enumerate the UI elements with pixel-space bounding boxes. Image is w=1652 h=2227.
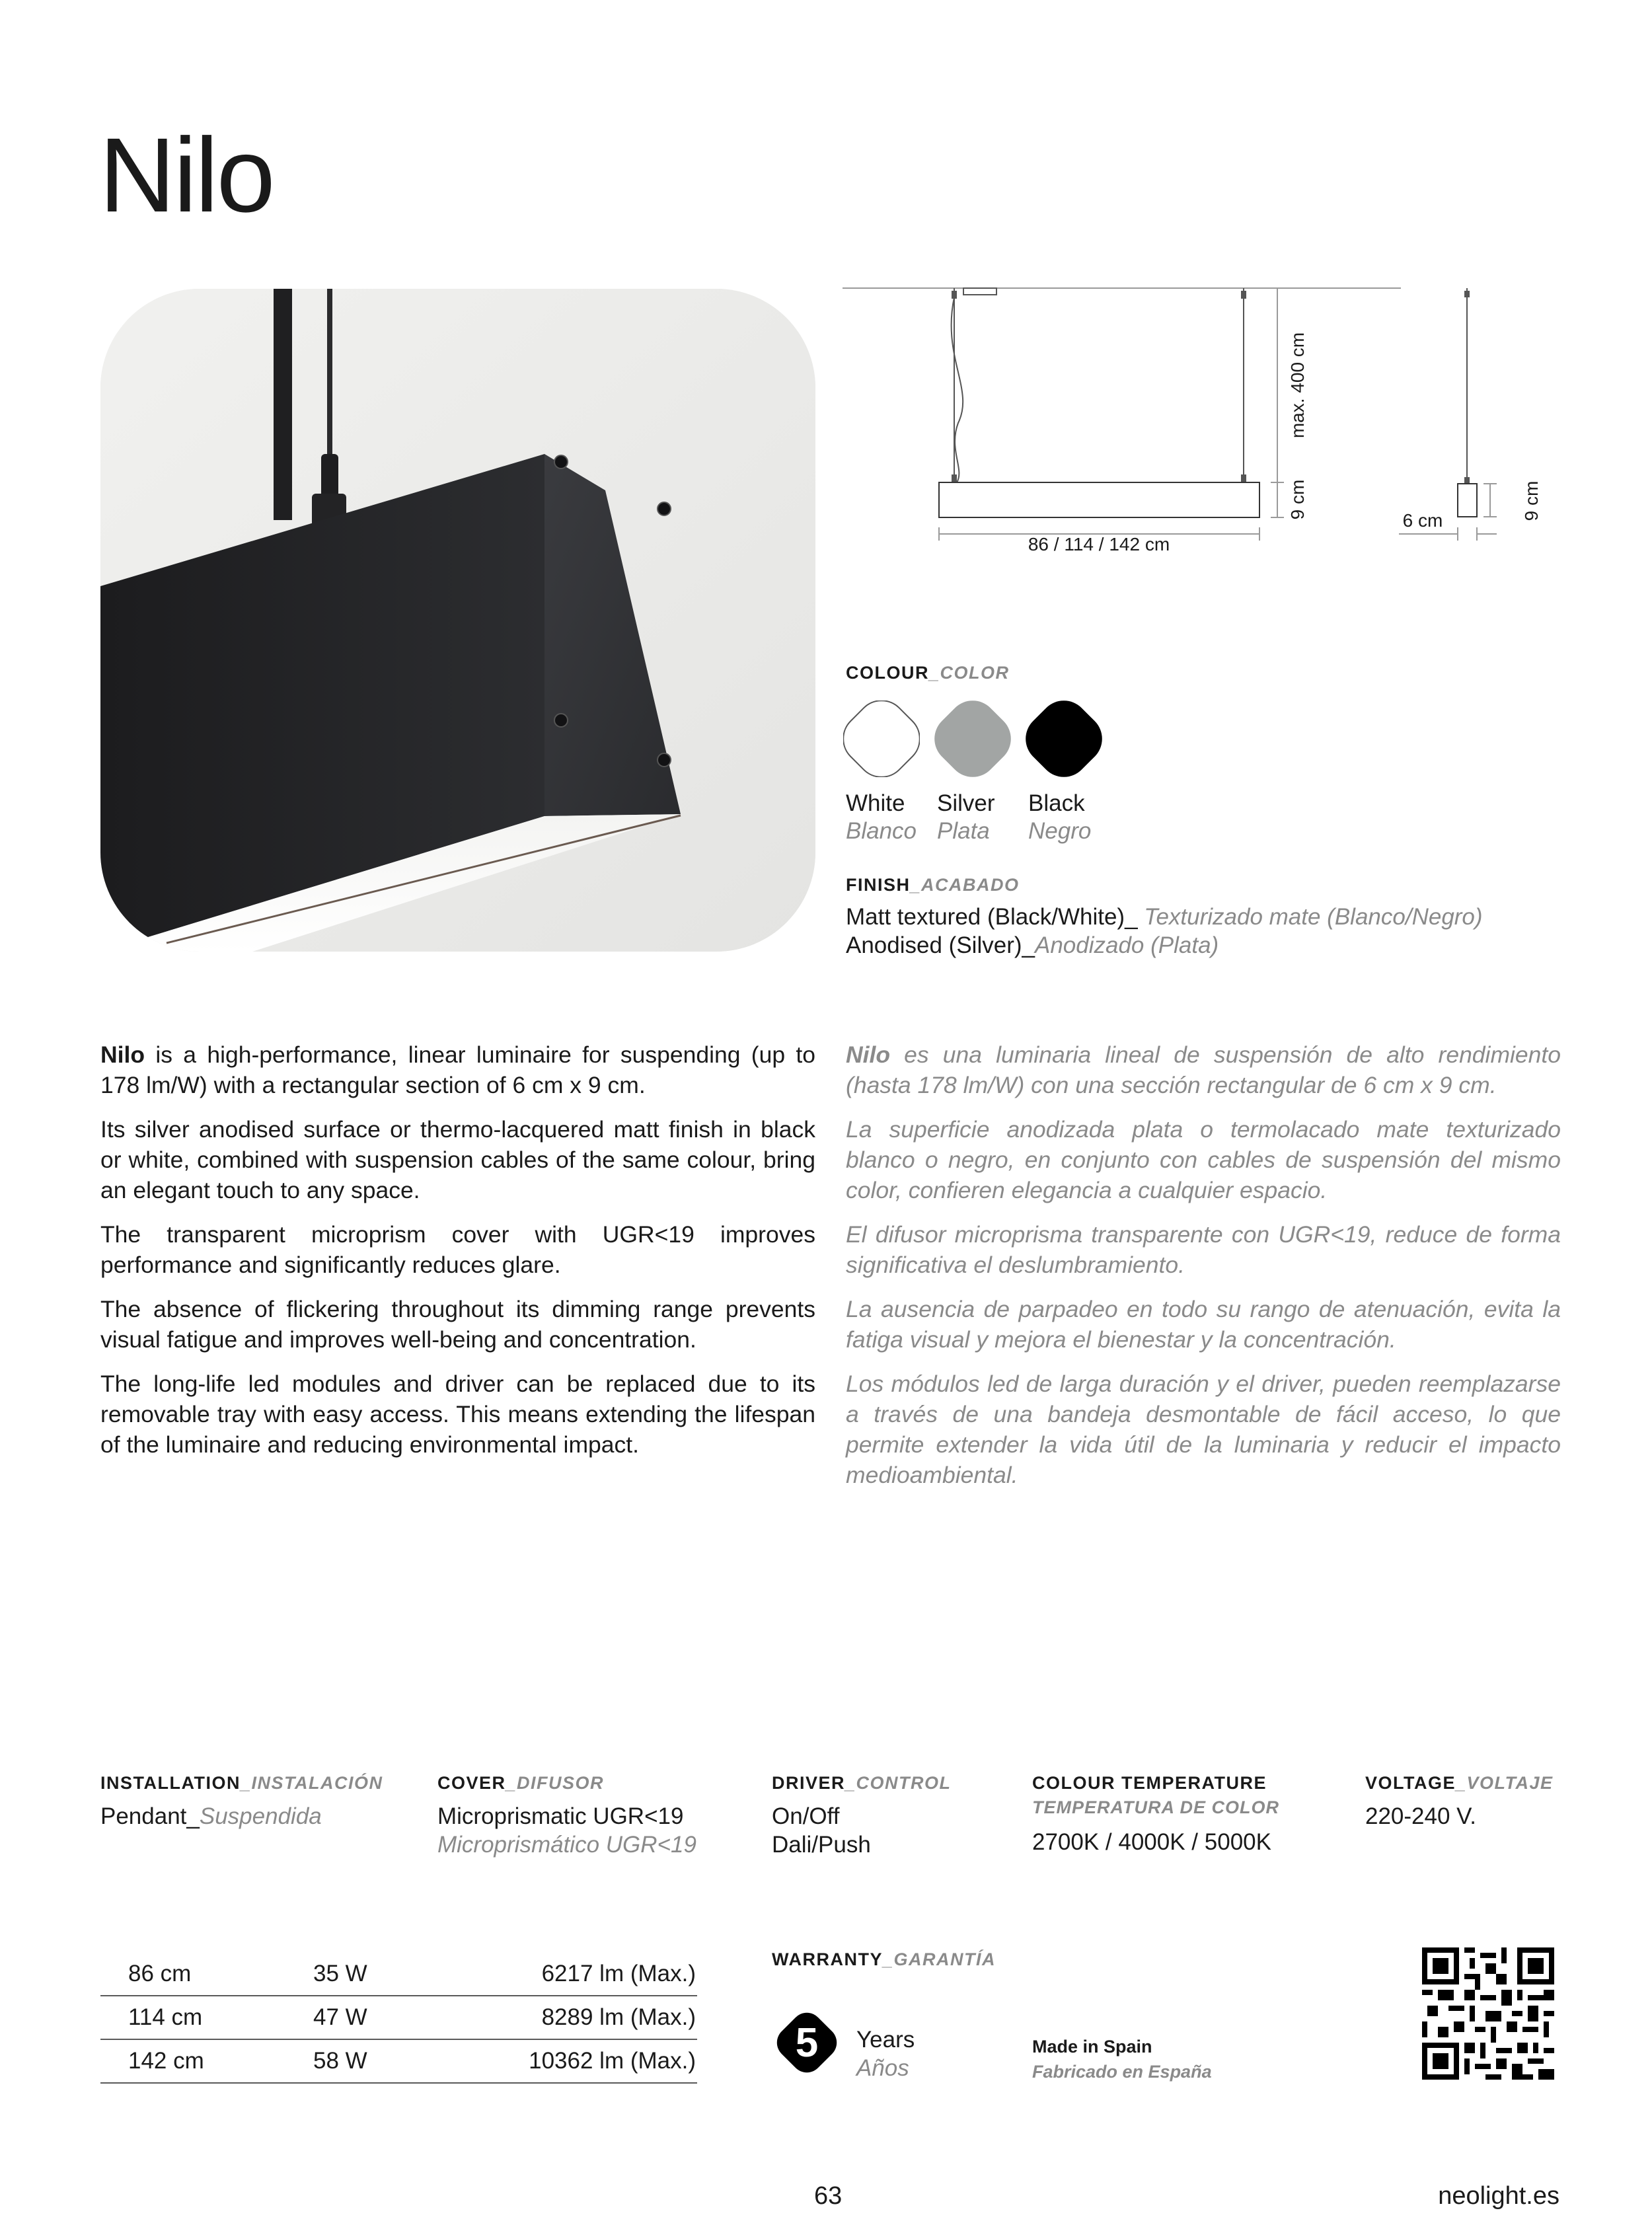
warranty-years: Years Años [856,2027,915,2081]
desc-es-p1: Nilo es una luminaria lineal de suspensión de alto rendimiento (hasta 178 lm/W) con una sección rectangular de 6 cm x 9 cm. [846,1041,1561,1098]
voltage-value: 220-240 V. [1365,1803,1477,1829]
website-link[interactable]: neolight.es [1438,2182,1559,2210]
lumens-cell: 8289 lm (Max.) [432,1996,697,2039]
length-cell: 114 cm [100,1996,313,2039]
warranty-label: WARRANTY_GARANTÍA [772,1949,996,1969]
length-cell: 142 cm [100,2039,313,2083]
power-table [100,1953,697,2084]
desc-es-p5: Los módulos led de larga duración y el driver, pueden reemplazarse a través de una bandeja desmontable de fácil acceso, lo que permite extender la vida útil de la luminaria y reducir el impacto medioambiental. [846,1371,1561,1488]
table-row [100,2039,697,2083]
warranty-years-number: 5 [795,2020,819,2066]
driver-value: On/Off Dali/Push [772,1803,871,1858]
side-height-label: 9 cm [1521,480,1542,521]
swatch-black-label: Black Negro [1028,790,1092,844]
desc-en-p5: The long-life led modules and driver can be replaced due to its removable tray with easy access. This means extending the lifespan of the luminaire and reducing environmental impact. [100,1371,815,1458]
desc-en-p1: Nilo is a high-performance, linear luminaire for suspending (up to 178 lm/W) with a rectangular section of 6 cm x 9 cm. [100,1041,815,1098]
luminaire-side-view [1458,484,1477,517]
lumens-cell: 10362 lm (Max.) [432,2039,697,2083]
swatch-white-label: White Blanco [846,790,917,844]
colour-temperature-label: COLOUR TEMPERATURE [1032,1773,1267,1793]
desc-es-p2: La superficie anodizada plata o termolacado mate texturizado blanco o negro, en conjunto con cables de suspensión del mismo color, confieren elegancia a cualquier espacio. [846,1116,1561,1203]
power-cell: 35 W [313,1953,432,1996]
description-english [100,1039,815,1474]
page-title: Nilo [99,116,274,234]
colour-temperature-value: 2700K / 4000K / 5000K [1032,1829,1271,1855]
desc-en-p2: Its silver anodised surface or thermo-lacquered matt finish in black or white, combined with suspension cables of the same colour, bring an elegant touch to any space. [100,1116,815,1203]
voltage-label: VOLTAGE_VOLTAJE [1365,1773,1554,1793]
page-number: 63 [814,2182,843,2210]
qr-code-icon [1422,1947,1554,2080]
driver-label: DRIVER_CONTROL [772,1773,952,1793]
warranty-badge-icon [772,2008,842,2078]
luminaire-illustration [100,289,815,952]
section-height-label: 9 cm [1287,479,1308,520]
dimension-diagram [843,278,1556,575]
desc-en-p3: The transparent microprism cover with UGR<19 improves performance and significantly reduces glare. [100,1221,815,1278]
table-row [100,1953,697,1996]
luminaire-front-view [939,482,1259,517]
lumens-cell: 6217 lm (Max.) [432,1953,697,1996]
length-cell: 86 cm [100,1953,313,1996]
product-photo [100,289,815,952]
power-cell: 58 W [313,2039,432,2083]
made-in-spain: Made in Spain Fabricado en España [1032,2037,1212,2082]
colour-temperature-label-es: TEMPERATURA DE COLOR [1032,1797,1279,1817]
cover-value: Microprismatic UGR<19 Microprismático UGR<19 [437,1803,696,1858]
colour-label: COLOUR_COLOR [846,663,1010,683]
power-cable [952,297,963,482]
swatch-white [843,700,920,777]
desc-en-p4: The absence of flickering throughout its dimming range prevents visual fatigue and improves well-being and concentration. [100,1296,815,1353]
finish-line-1: Matt textured (Black/White)_ Texturizado mate (Blanco/Negro) [846,904,1483,930]
table-row [100,1996,697,2039]
width-label: 86 / 114 / 142 cm [1028,534,1170,554]
cover-label: COVER_DIFUSOR [437,1773,605,1793]
desc-es-p4: La ausencia de parpadeo en todo su rango de atenuación, evita la fatiga visual y mejora el bienestar y la concentración. [846,1296,1561,1353]
section-width-label: 6 cm [1402,510,1443,531]
finish-line-2: Anodised (Silver)_Anodizado (Plata) [846,932,1219,958]
swatch-silver-label: Silver Plata [937,790,995,844]
desc-es-p3: El difusor microprisma transparente con UGR<19, reduce de forma significativa el deslumbramiento. [846,1221,1561,1278]
swatch-black [1026,700,1102,777]
finish-label: FINISH_ACABADO [846,875,1020,895]
height-label: max. 400 cm [1287,332,1308,439]
installation-label: INSTALLATION_INSTALACIÓN [100,1773,383,1793]
canopy-shape [963,288,996,295]
description-spanish [846,1039,1561,1504]
swatch-silver [934,700,1011,777]
power-cell: 47 W [313,1996,432,2039]
installation-value: Pendant_Suspendida [100,1803,322,1829]
